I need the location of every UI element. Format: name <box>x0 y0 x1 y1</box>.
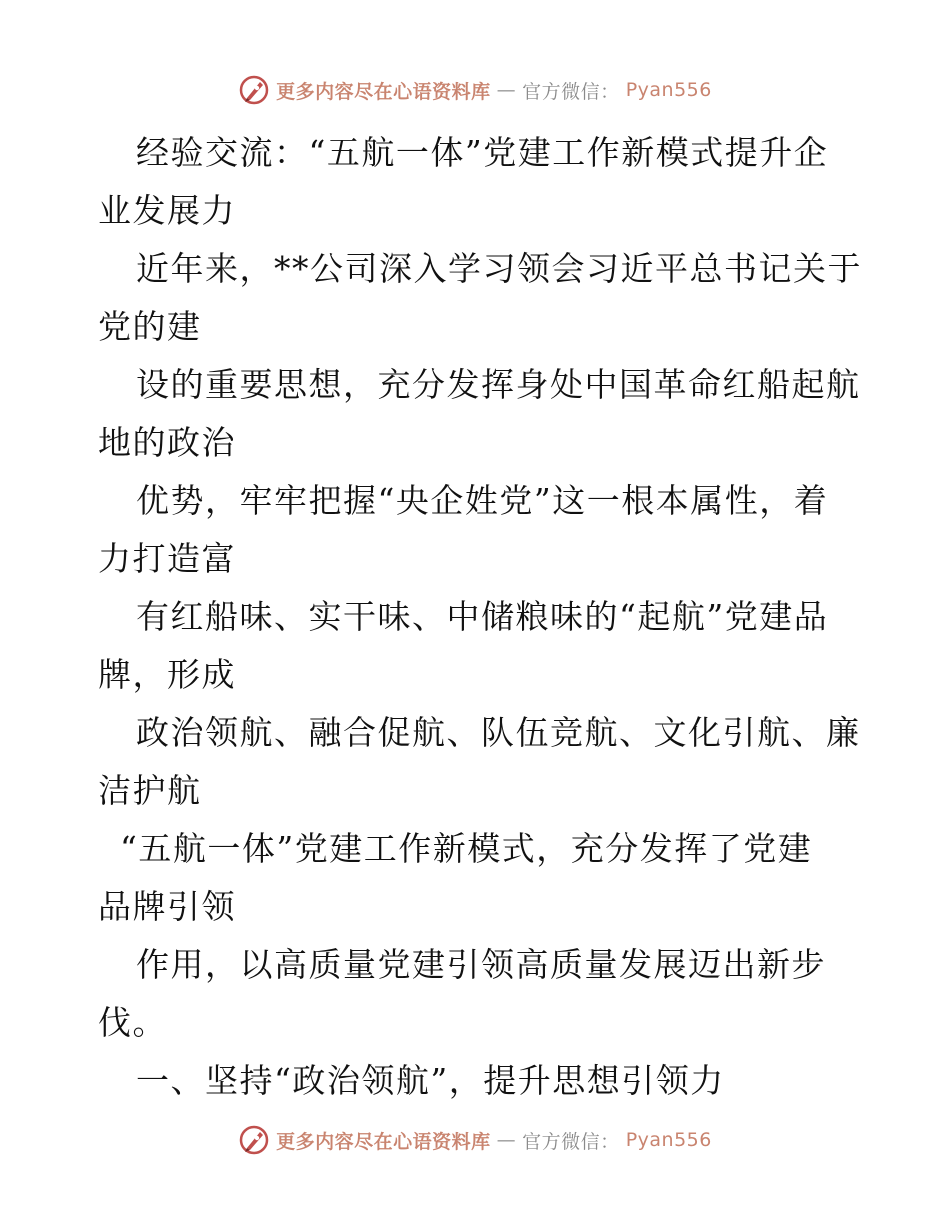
watermark-wechat-id: Pyan556 <box>625 1129 712 1151</box>
paragraph-line: 设的重要思想，充分发挥身处中国革命红船起航 <box>136 365 861 404</box>
document-title-line: 业发展力 <box>98 191 236 230</box>
header-watermark <box>0 72 950 108</box>
paragraph-line: 品牌引领 <box>98 887 236 926</box>
watermark-brand-text: 更多内容尽在心语资料库 <box>276 80 491 103</box>
quill-pen-circle-icon <box>238 74 270 106</box>
watermark-wechat-id: Pyan556 <box>625 79 712 101</box>
document-body <box>98 124 862 1110</box>
watermark-wechat-label: 官方微信： <box>522 1130 620 1153</box>
footer-watermark <box>0 1122 950 1158</box>
quill-pen-circle-icon <box>238 1124 270 1156</box>
watermark-wechat-label: 官方微信： <box>522 80 620 103</box>
paragraph-line: “五航一体”党建工作新模式，充分发挥了党建 <box>120 829 813 868</box>
paragraph-line: 近年来，**公司深入学习领会习近平总书记关于 <box>136 249 862 288</box>
paragraph-line: 牌，形成 <box>98 655 236 694</box>
paragraph-line: 优势，牢牢把握“央企姓党”这一根本属性，着 <box>136 481 829 520</box>
paragraph-line: 伐。 <box>98 1003 167 1042</box>
paragraph-line: 作用，以高质量党建引领高质量发展迈出新步 <box>136 945 826 984</box>
section-heading: 一、坚持“政治领航”，提升思想引领力 <box>136 1061 725 1100</box>
paragraph-line: 地的政治 <box>98 423 236 462</box>
paragraph-line: 力打造富 <box>98 539 236 578</box>
paragraph-line: 有红船味、实干味、中储粮味的“起航”党建品 <box>136 597 829 636</box>
watermark-separator: — <box>496 79 517 101</box>
document-title-line: 经验交流：“五航一体”党建工作新模式提升企 <box>136 133 829 172</box>
watermark-brand-text: 更多内容尽在心语资料库 <box>276 1130 491 1153</box>
paragraph-line: 洁护航 <box>98 771 202 810</box>
watermark-separator: — <box>496 1129 517 1151</box>
paragraph-line: 党的建 <box>98 307 202 346</box>
paragraph-line: 政治领航、融合促航、队伍竞航、文化引航、廉 <box>136 713 861 752</box>
